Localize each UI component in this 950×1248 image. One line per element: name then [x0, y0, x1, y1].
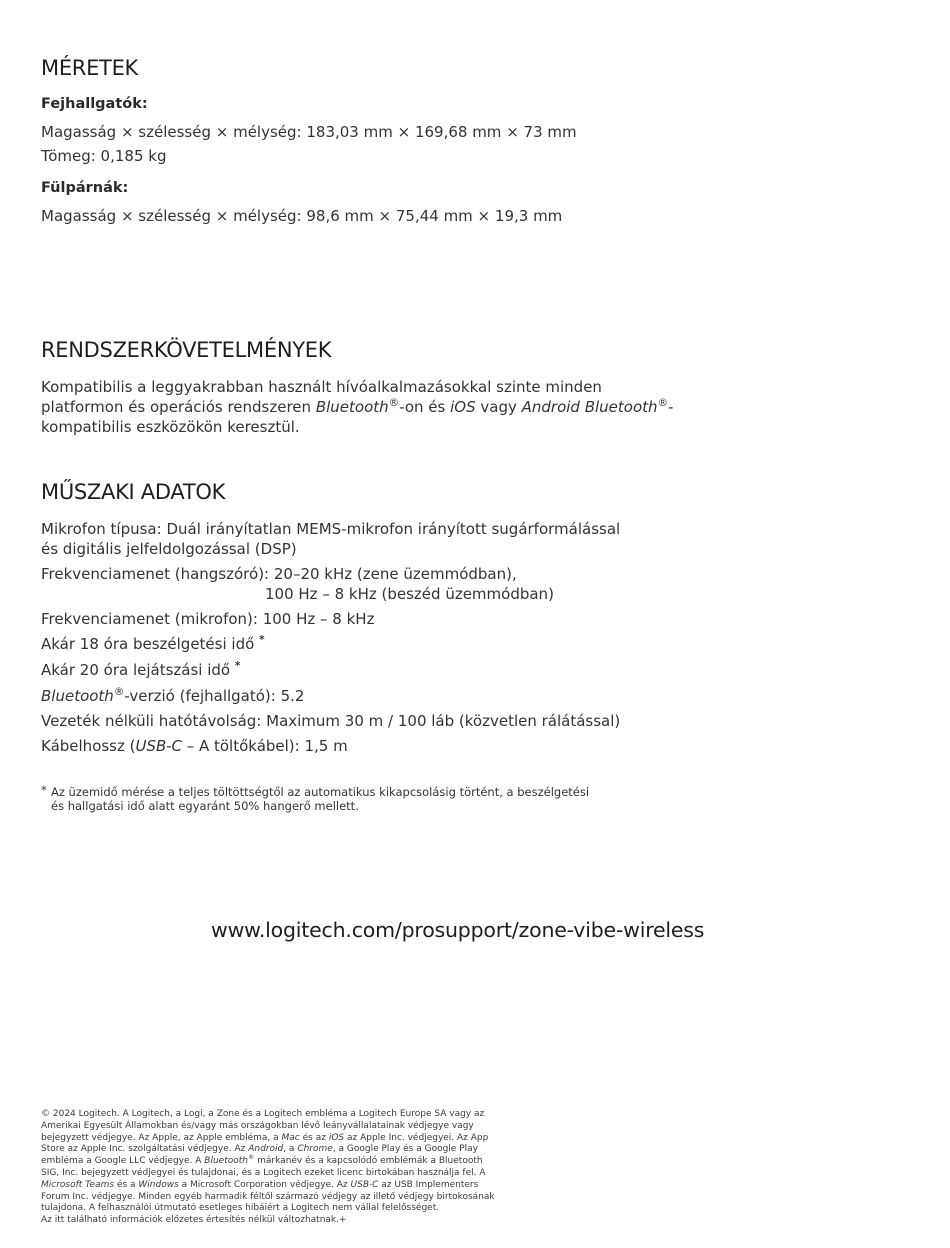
mic-type-line-2: és digitális jelfeldolgozással (DSP) [41, 540, 297, 558]
support-url-link[interactable]: www.logitech.com/prosupport/zone-vibe-wireless [211, 918, 705, 942]
specs-title: MŰSZAKI ADATOK [41, 480, 226, 504]
talk-time: Akár 18 óra beszélgetési idő * [41, 634, 265, 653]
headphones-size: Magasság × szélesség × mélység: 183,03 mm × 169,68 mm × 73 mm [41, 123, 577, 141]
footnote-line-1: Az üzemidő mérése a teljes töltöttségtől az automatikus kikapcsolásig történt, a beszélgetési [51, 785, 590, 799]
headphones-label: Fejhallgatók: [41, 96, 148, 112]
cable-length: Kábelhossz (USB-C – A töltőkábel): 1,5 m [41, 737, 348, 755]
mic-type-line-1: Mikrofon típusa: Duál irányítatlan MEMS-mikrofon irányított sugárformálással [41, 520, 621, 538]
legal-notice: © 2024 Logitech. A Logitech, a Logi, a Zone és a Logitech embléma a Logitech Europe SA vagy az Amerikai Egyesült Államokban és/vagy más országokban lévő leányvállalatainak védjegye vagy bejegyzett védjegye. Az Apple, az Apple embléma, a Mac és az iOS az Apple Inc. védjegyei. Az App Store az Apple Inc. szolgáltatási védjegye. Az Android, a Chrome, a Google Play és a Google Play embléma a Google LLC védjegye. A Bluetooth® márkanév és a kapcsolódó emblémák a Bluetooth SIG, Inc. bejegyzett védjegyei és tulajdonai, és a Logitech ezeket licenc birtokában használja fel. A Microsoft Teams és a Windows a Microsoft Corporation védjegye. Az USB-C az USB Implementers Forum Inc. védjegye. Minden egyéb harmadik féltől származó védjegy az illető védjegy birtokosának tulajdona. A felhasználói útmutató esetleges hibáiért a Logitech nem vállal felelősséget. Az itt található információk előzetes értesítés nélkül változhatnak.+ [41, 1109, 495, 1226]
footnote-line-2: és hallgatási idő alatt egyaránt 50% hangerő mellett. [51, 799, 359, 813]
wireless-range: Vezeték nélküli hatótávolság: Maximum 30 m / 100 láb (közvetlen rálátással) [41, 712, 621, 730]
freq-mic: Frekvenciamenet (mikrofon): 100 Hz – 8 kHz [41, 610, 375, 628]
earpads-label: Fülpárnák: [41, 180, 129, 196]
requirements-text: Kompatibilis a leggyakrabban használt hívóalkalmazásokkal szinte minden platformon és operációs rendszeren Bluetooth®-on és iOS vagy Android Bluetooth®-kompatibilis eszközökön keresztül. [41, 378, 674, 436]
freq-speaker-line-1: Frekvenciamenet (hangszóró): 20–20 kHz (zene üzemmódban), [41, 565, 517, 583]
requirements-title: RENDSZERKÖVETELMÉNYEK [41, 338, 332, 362]
play-time: Akár 20 óra lejátszási idő * [41, 660, 241, 679]
dimensions-title: MÉRETEK [41, 56, 139, 80]
bluetooth-version: Bluetooth®-verzió (fejhallgató): 5.2 [41, 686, 305, 705]
headphones-weight: Tömeg: 0,185 kg [41, 147, 167, 165]
earpads-size: Magasság × szélesség × mélység: 98,6 mm × 75,44 mm × 19,3 mm [41, 207, 563, 225]
freq-speaker-line-2: 100 Hz – 8 kHz (beszéd üzemmódban) [265, 585, 554, 603]
footnote-mark: * [41, 783, 47, 797]
